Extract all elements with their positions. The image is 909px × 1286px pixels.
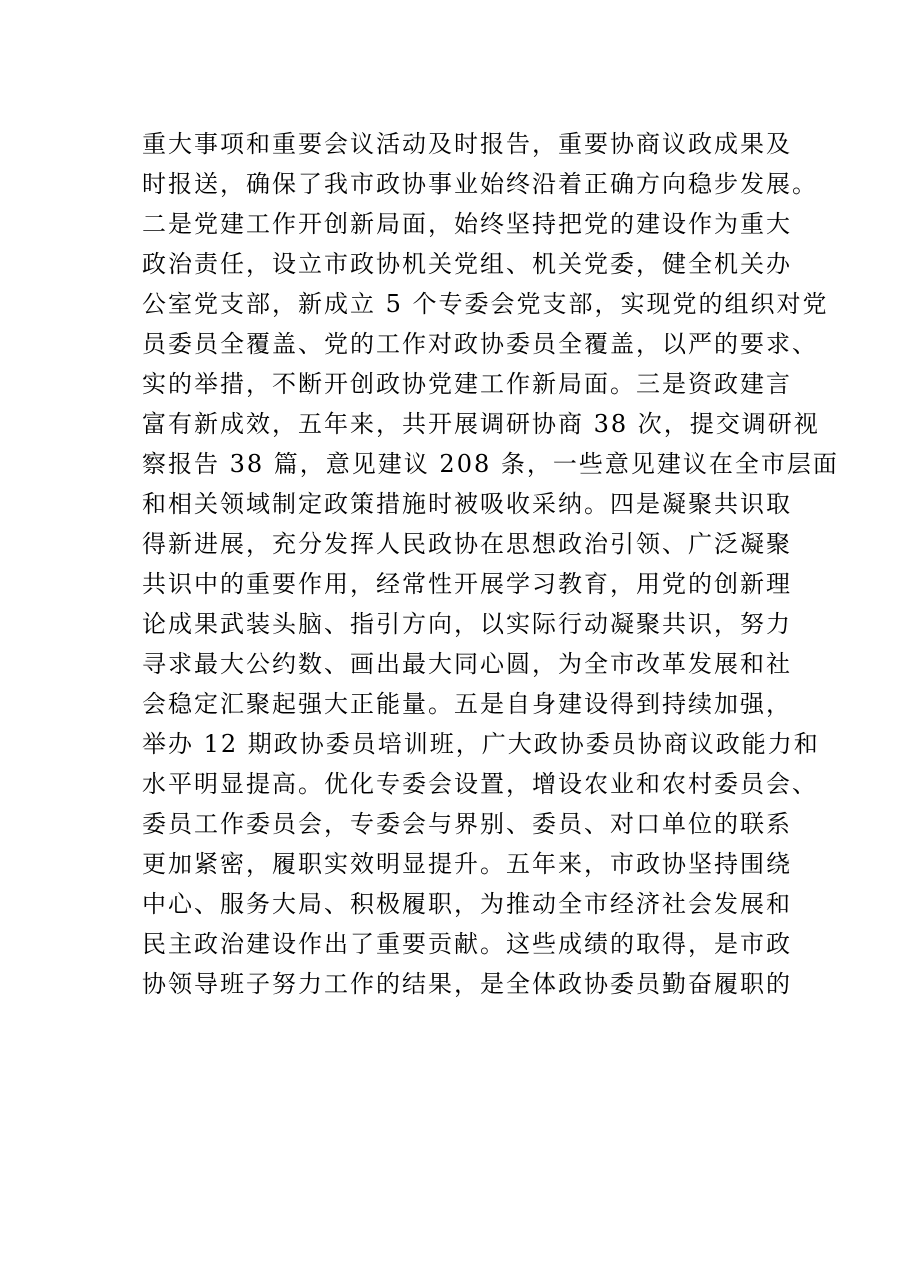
text-line-11: 得新进展，充分发挥人民政协在思想政治引领、广泛凝聚 bbox=[142, 530, 792, 558]
text-line-15: 会稳定汇聚起强大正能量。五是自身建设得到持续加强， bbox=[142, 690, 792, 718]
text-line-7: 实的举措，不断开创政协党建工作新局面。三是资政建言 bbox=[142, 370, 792, 398]
text-line-16: 举办 12 期政协委员培训班，广大政协委员协商议政能力和 bbox=[142, 730, 820, 758]
text-line-9: 察报告 38 篇，意见建议 208 条，一些意见建议在全市层面 bbox=[142, 450, 839, 478]
text-line-20: 中心、服务大局、积极履职，为推动全市经济社会发展和 bbox=[142, 890, 792, 918]
text-line-21: 民主政治建设作出了重要贡献。这些成绩的取得，是市政 bbox=[142, 930, 792, 958]
text-line-5: 公室党支部，新成立 5 个专委会党支部，实现党的组织对党 bbox=[142, 290, 829, 318]
text-line-10: 和相关领域制定政策措施时被吸收采纳。四是凝聚共识取 bbox=[142, 490, 792, 518]
text-line-19: 更加紧密，履职实效明显提升。五年来，市政协坚持围绕 bbox=[142, 850, 792, 878]
text-line-12: 共识中的重要作用，经常性开展学习教育，用党的创新理 bbox=[142, 570, 792, 598]
text-line-8: 富有新成效，五年来，共开展调研协商 38 次，提交调研视 bbox=[142, 410, 820, 438]
text-line-6: 员委员全覆盖、党的工作对政协委员全覆盖，以严的要求、 bbox=[142, 330, 818, 358]
text-line-18: 委员工作委员会，专委会与界别、委员、对口单位的联系 bbox=[142, 810, 792, 838]
text-line-14: 寻求最大公约数、画出最大同心圆，为全市改革发展和社 bbox=[142, 650, 792, 678]
text-line-2: 时报送，确保了我市政协事业始终沿着正确方向稳步发展。 bbox=[142, 170, 818, 198]
text-line-3: 二是党建工作开创新局面，始终坚持把党的建设作为重大 bbox=[142, 210, 792, 238]
text-line-22: 协领导班子努力工作的结果，是全体政协委员勤奋履职的 bbox=[142, 970, 792, 998]
text-line-1: 重大事项和重要会议活动及时报告，重要协商议政成果及 bbox=[142, 130, 792, 158]
document-body bbox=[142, 124, 839, 1004]
text-line-13: 论成果武装头脑、指引方向，以实际行动凝聚共识，努力 bbox=[142, 610, 792, 638]
text-line-4: 政治责任，设立市政协机关党组、机关党委，健全机关办 bbox=[142, 250, 792, 278]
text-line-17: 水平明显提高。优化专委会设置，增设农业和农村委员会、 bbox=[142, 770, 818, 798]
